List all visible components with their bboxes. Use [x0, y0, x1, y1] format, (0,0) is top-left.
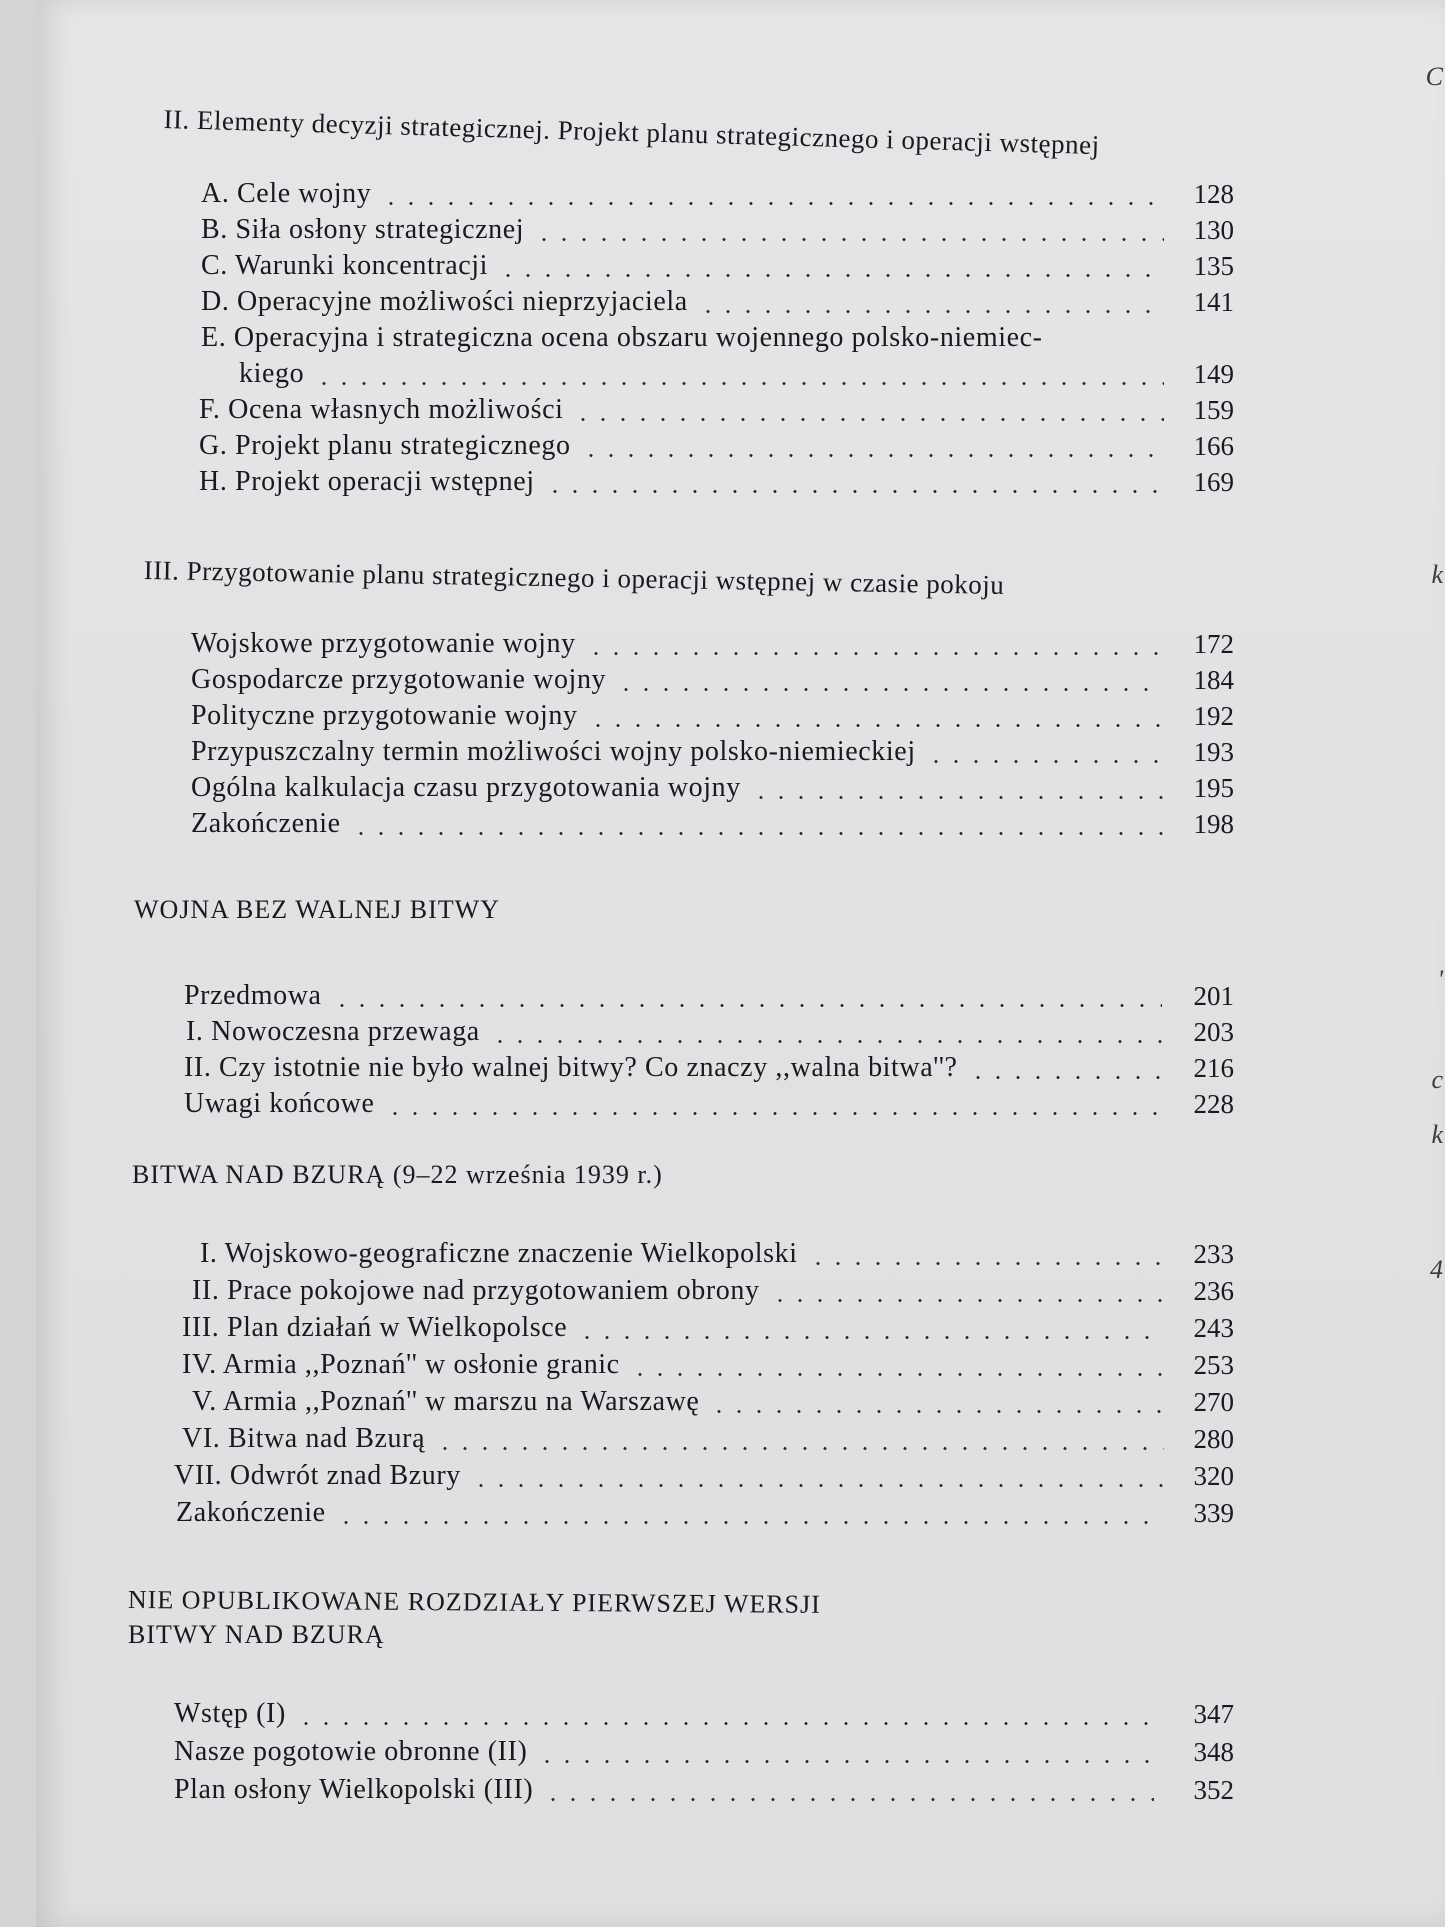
- page-number: 128: [1193, 179, 1234, 209]
- page-number: 253: [1193, 1350, 1234, 1380]
- entry-label: D. Operacyjne możliwości nieprzyjaciela: [201, 286, 688, 317]
- section-heading: III. Przygotowanie planu strategicznego i operacji wstępnej w czasie pokoju: [143, 555, 1005, 601]
- page-number: 270: [1193, 1387, 1234, 1417]
- entry-label: I. Wojskowo-geograficzne znaczenie Wielkopolski: [200, 1238, 798, 1269]
- section-heading-line2: BITWY NAD BZURĄ: [128, 1620, 385, 1649]
- edge-char: k: [1431, 560, 1443, 589]
- page-number: 352: [1193, 1775, 1234, 1805]
- page-number: 236: [1193, 1276, 1234, 1306]
- toc-entry: [174, 1700, 1234, 1734]
- book-page: [36, 0, 1445, 1927]
- entry-label: Polityczne przygotowanie wojny: [191, 700, 578, 731]
- entry-label: V. Armia ,,Poznań'' w marszu na Warszawę: [192, 1386, 700, 1417]
- page-number: 320: [1193, 1461, 1234, 1491]
- entry-label: Gospodarcze przygotowanie wojny: [191, 664, 607, 695]
- entry-label: Przypuszczalny termin możliwości wojny polsko-niemieckiej: [191, 736, 916, 767]
- section-heading: NIE OPUBLIKOWANE ROZDZIAŁY PIERWSZEJ WERSJI: [127, 1585, 821, 1619]
- page-number: 201: [1193, 981, 1234, 1011]
- entry-label: Ogólna kalkulacja czasu przygotowania wojny: [191, 772, 741, 803]
- page-number: 141: [1193, 287, 1234, 317]
- page-number: 192: [1193, 701, 1234, 731]
- dot-leader: [296, 1722, 1154, 1725]
- entry-label: I. Nowoczesna przewaga: [186, 1016, 480, 1047]
- page-number: 203: [1193, 1017, 1234, 1047]
- page-number: 348: [1193, 1737, 1234, 1767]
- page-number: 159: [1193, 395, 1234, 425]
- entry-label: Plan osłony Wielkopolski (III): [174, 1774, 534, 1805]
- entry-label: G. Projekt planu strategicznego: [199, 430, 571, 461]
- section-heading: BITWA NAD BZURĄ (9–22 września 1939 r.): [132, 1160, 663, 1189]
- edge-char: 4: [1430, 1255, 1443, 1284]
- edge-char: ': [1437, 965, 1443, 994]
- entry-label: Zakończenie: [176, 1497, 326, 1528]
- entry-label: Uwagi końcowe: [184, 1088, 375, 1119]
- entry-label: Zakończenie: [191, 808, 341, 839]
- page-number: 339: [1193, 1498, 1234, 1528]
- page-number: 228: [1193, 1089, 1234, 1119]
- page-number: 243: [1193, 1313, 1234, 1343]
- entry-label: B. Siła osłony strategicznej: [201, 214, 525, 245]
- page-number: 172: [1193, 629, 1234, 659]
- toc-section: [36, 0, 1445, 1830]
- page-number: 216: [1193, 1053, 1234, 1083]
- dot-leader: [537, 1760, 1154, 1763]
- entry-label: Nasze pogotowie obronne (II): [174, 1736, 528, 1767]
- section-heading: II. Elementy decyzji strategicznej. Projekt planu strategicznego i operacji wstępnej: [163, 104, 1101, 161]
- page-number: 347: [1193, 1699, 1234, 1729]
- dot-leader: [543, 1798, 1154, 1801]
- entry-label: Wojskowe przygotowanie wojny: [191, 628, 576, 659]
- page-number: 149: [1193, 359, 1234, 389]
- entry-label: VI. Bitwa nad Bzurą: [182, 1423, 426, 1454]
- entry-label: II. Czy istotnie nie było walnej bitwy? Co znaczy ,,walna bitwa''?: [184, 1052, 958, 1083]
- page-number: 130: [1193, 215, 1234, 245]
- section-heading: WOJNA BEZ WALNEJ BITWY: [134, 895, 500, 924]
- page-number: 166: [1193, 431, 1234, 461]
- entry-label: III. Plan działań w Wielkopolsce: [182, 1312, 568, 1343]
- entry-label: F. Ocena własnych możliwości: [199, 394, 564, 425]
- edge-char: k: [1431, 1120, 1443, 1149]
- entry-label: II. Prace pokojowe nad przygotowaniem obrony: [192, 1275, 760, 1306]
- page-number: 198: [1193, 809, 1234, 839]
- page-number: 233: [1193, 1239, 1234, 1269]
- entry-label: E. Operacyjna i strategiczna ocena obszaru wojennego polsko-niemiec-: [201, 322, 1043, 353]
- page-number: 193: [1193, 737, 1234, 767]
- toc-entry: [174, 1776, 1234, 1810]
- page-number: 184: [1193, 665, 1234, 695]
- entry-label: C. Warunki koncentracji: [201, 250, 489, 281]
- entry-continuation: kiego: [239, 358, 305, 389]
- entry-label: VII. Odwrót znad Bzury: [174, 1460, 461, 1491]
- entry-label: H. Projekt operacji wstępnej: [199, 466, 535, 497]
- page-number: 169: [1193, 467, 1234, 497]
- page-number: 135: [1193, 251, 1234, 281]
- entry-label: Wstęp (I): [174, 1698, 286, 1729]
- page-number: 280: [1193, 1424, 1234, 1454]
- entry-label: A. Cele wojny: [201, 178, 372, 209]
- entry-label: IV. Armia ,,Poznań'' w osłonie granic: [182, 1349, 620, 1380]
- toc-entry: [174, 1738, 1234, 1772]
- edge-char: C: [1425, 62, 1443, 91]
- edge-char: c: [1431, 1065, 1443, 1094]
- entry-label: Przedmowa: [184, 980, 322, 1011]
- page-number: 195: [1193, 773, 1234, 803]
